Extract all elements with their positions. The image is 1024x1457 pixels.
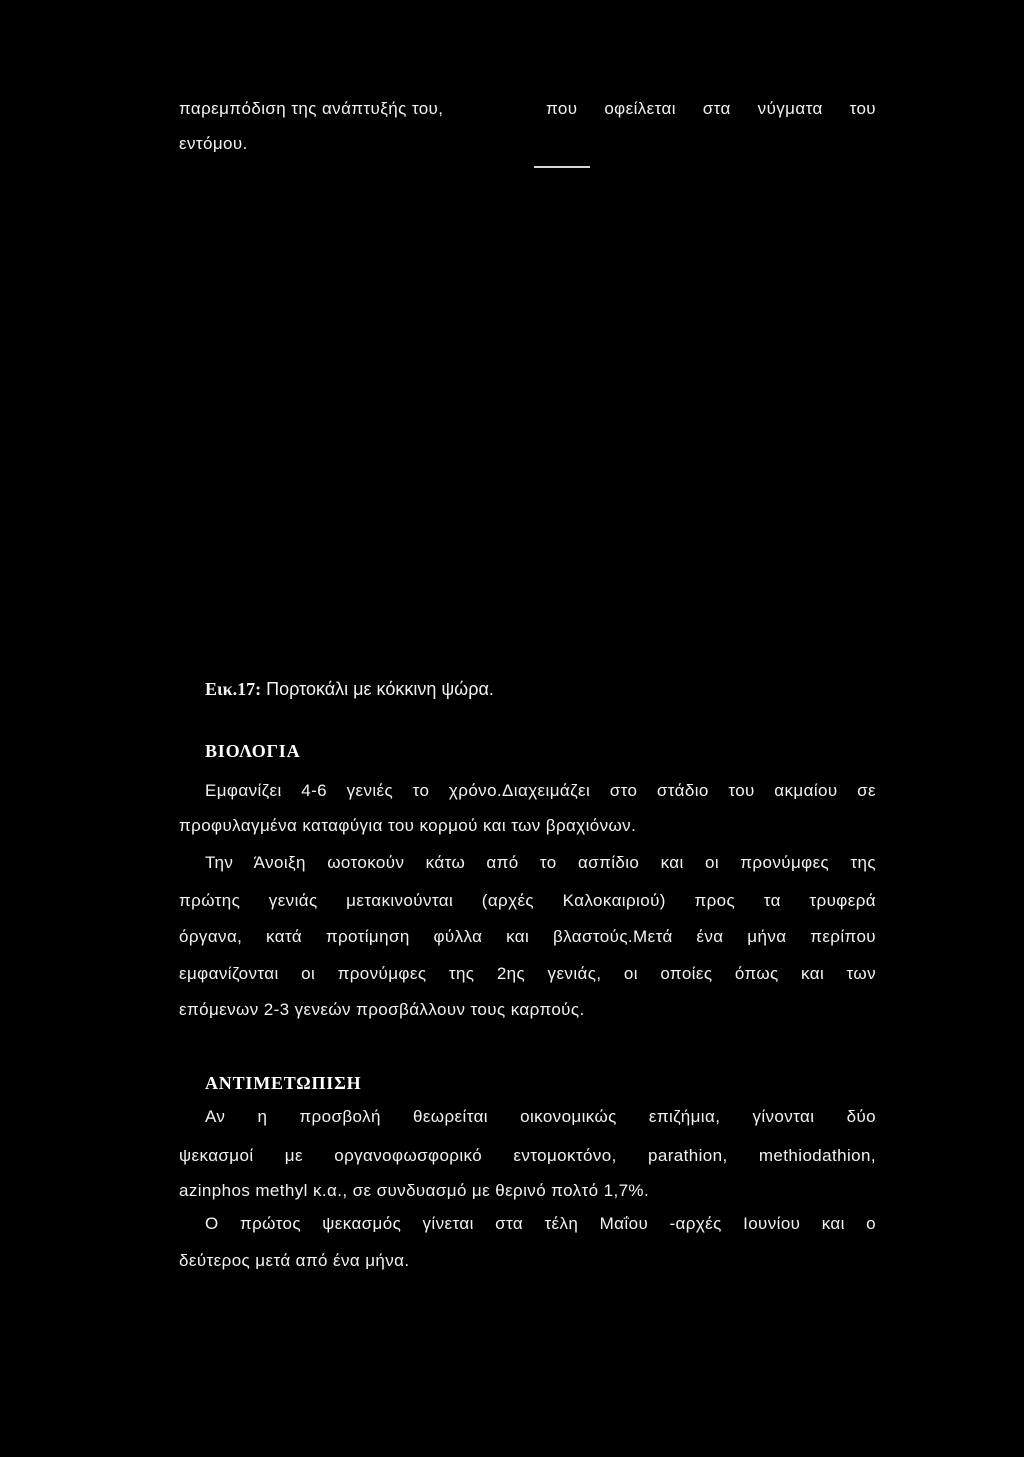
biology-line: προφυλαγμένα καταφύγια του κορμού και των βραχιόνων.	[179, 816, 637, 835]
control-line: δεύτερος μετά από ένα μήνα.	[179, 1251, 410, 1270]
figure-caption-text: Πορτοκάλι με κόκκινη ψώρα.	[266, 679, 494, 699]
intro-line-2: εντόμου.	[179, 134, 248, 153]
biology-line: όργανα, κατά προτίμηση φύλλα και βλαστούς.Μετά ένα μήνα περίπου	[179, 927, 876, 946]
control-line: Ο πρώτος ψεκασμός γίνεται στα τέλη Μαΐου -αρχές Ιουνίου και ο	[205, 1214, 876, 1233]
biology-heading: ΒΙΟΛΟΓΙΑ	[205, 741, 301, 761]
figure-label: Εικ.17:	[205, 679, 262, 699]
control-line: Αν η προσβολή θεωρείται οικονομικώς επιζήμια, γίνονται δύο	[205, 1107, 876, 1126]
biology-line: Εμφανίζει 4-6 γενιές το χρόνο.Διαχειμάζει στο στάδιο του ακμαίου σε	[205, 781, 876, 800]
intro-line-1-left: παρεμπόδιση της ανάπτυξής του,	[179, 99, 444, 118]
biology-line: επόμενων 2-3 γενεών προσβάλλουν τους καρπούς.	[179, 1000, 585, 1019]
biology-line: εμφανίζονται οι προνύμφες της 2ης γενιάς, οι οποίες όπως και των	[179, 964, 876, 983]
intro-line-1-right: που οφείλεται στα νύγματα του	[546, 99, 876, 118]
control-line: ψεκασμοί με οργανοφωσφορικό εντομοκτόνο, parathion, methiodathion,	[179, 1146, 876, 1165]
biology-line: πρώτης γενιάς μετακινούνται (αρχές Καλοκαιριού) προς τα τρυφερά	[179, 891, 876, 910]
control-heading: ΑΝΤΙΜΕΤΩΠΙΣΗ	[205, 1073, 362, 1093]
figure-caption	[205, 678, 494, 700]
biology-line: Την Άνοιξη ωοτοκούν κάτω από το ασπίδιο και οι προνύμφες της	[205, 853, 876, 872]
control-line: azinphos methyl κ.α., σε συνδυασμό με θερινό πολτό 1,7%.	[179, 1181, 650, 1200]
underline-mark	[534, 166, 590, 168]
